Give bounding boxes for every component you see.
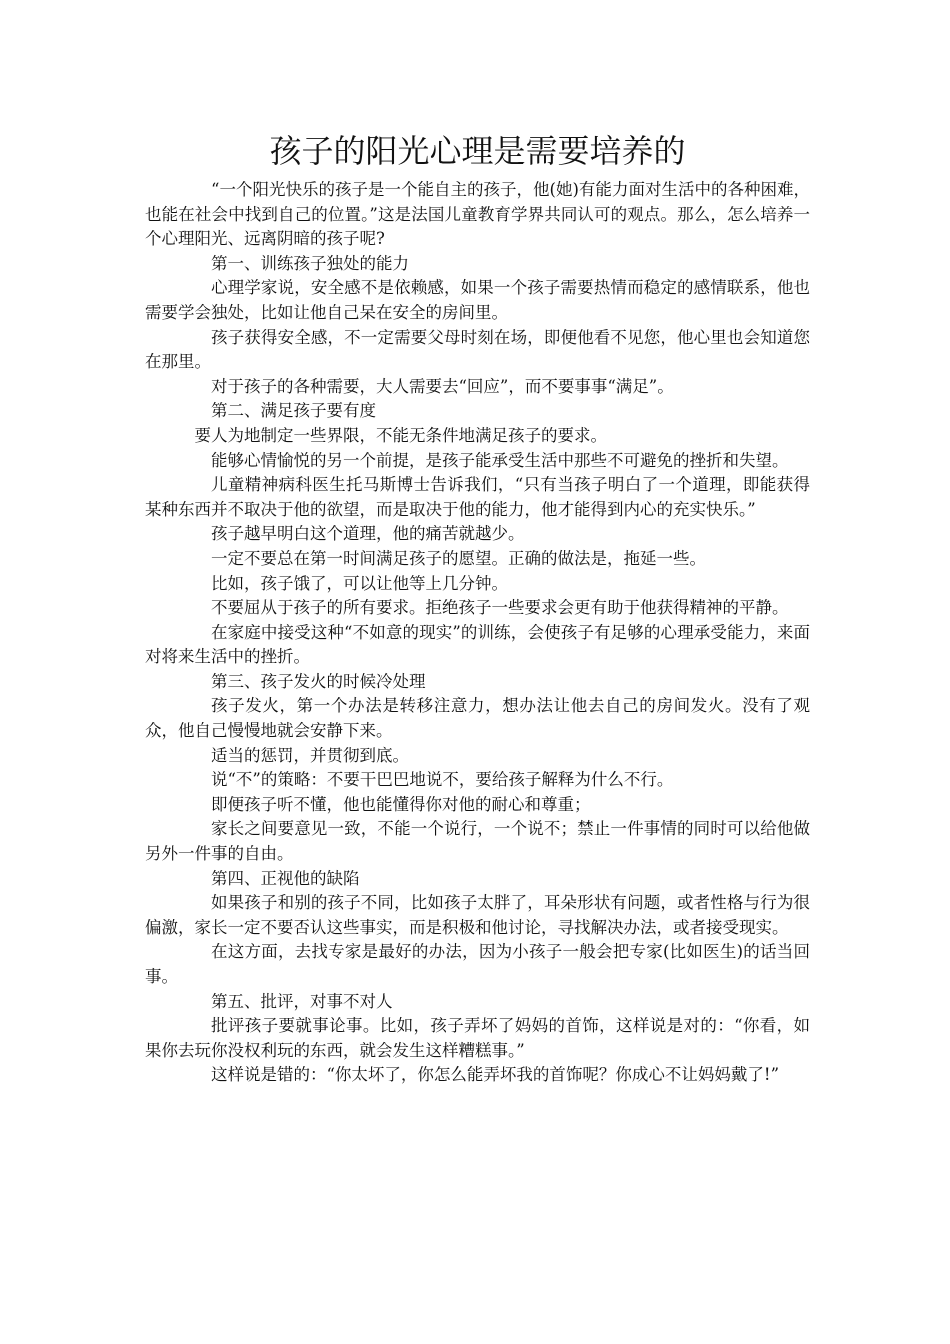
paragraph: 即便孩子听不懂，他也能懂得你对他的耐心和尊重； (211, 794, 591, 814)
paragraph: 在家庭中接受这种“不如意的现实”的训练，会使孩子有足够的心理承受能力，来面对将来生活中的挫折。 (145, 622, 810, 667)
paragraph: 儿童精神病科医生托马斯博士告诉我们，“只有当孩子明白了一个道理，即能获得某种东西并不取决于他的欲望，而是取决于他的能力，他才能得到内心的充实快乐。” (145, 475, 810, 519)
paragraph: 不要屈从于孩子的所有要求。拒绝孩子一些要求会更有助于他获得精神的平静。 (211, 598, 789, 618)
paragraph: 比如，孩子饿了，可以让他等上几分钟。 (211, 573, 508, 593)
paragraph: 能够心情愉悦的另一个前提，是孩子能承受生活中那些不可避免的挫折和失望。 (211, 450, 789, 470)
paragraph: 要人为地制定一些界限，不能无条件地满足孩子的要求。 (194, 425, 607, 445)
document-page (145, 128, 810, 1088)
paragraph: 说“不”的策略：不要干巴巴地说不，要给孩子解释为什么不行。 (211, 770, 674, 790)
paragraph: 心理学家说，安全感不是依赖感，如果一个孩子需要热情而稳定的感情联系，他也需要学会独处，比如让他自己呆在安全的房间里。 (145, 278, 810, 322)
paragraph: 孩子发火，第一个办法是转移注意力，想办法让他去自己的房间发火。没有了观众，他自己慢慢地就会安静下来。 (145, 696, 810, 741)
paragraph: “一个阳光快乐的孩子是一个能自主的孩子，他(她)有能力面对生活中的各种困难，也能在社会中找到自己的位置。”这是法国儿童教育学界共同认可的观点。那么，怎么培养一个心理阳光、远离阴暗的孩子呢? (145, 180, 810, 249)
paragraph: 孩子越早明白这个道理，他的痛苦就越少。 (211, 524, 525, 544)
paragraph: 这样说是错的：“你太坏了，你怎么能弄坏我的首饰呢？你成心不让妈妈戴了!” (211, 1065, 780, 1085)
paragraph: 对于孩子的各种需要，大人需要去“回应”，而不要事事“满足”。 (211, 376, 674, 396)
paragraph: 第五、批评，对事不对人 (211, 991, 393, 1011)
paragraph: 一定不要总在第一时间满足孩子的愿望。正确的做法是，拖延一些。 (211, 548, 706, 568)
paragraph: 孩子获得安全感，不一定需要父母时刻在场，即便他看不见您，他心里也会知道您在那里。 (145, 327, 810, 372)
paragraph: 如果孩子和别的孩子不同，比如孩子太胖了，耳朵形状有问题，或者性格与行为很偏激，家长一定不要否认这些事实，而是积极和他讨论，寻找解决办法，或者接受现实。 (145, 893, 810, 937)
paragraph: 在这方面，去找专家是最好的办法，因为小孩子一般会把专家(比如医生)的话当回事。 (145, 942, 810, 986)
paragraph: 第二、满足孩子要有度 (211, 401, 376, 421)
document-body (145, 178, 810, 1088)
paragraph: 批评孩子要就事论事。比如，孩子弄坏了妈妈的首饰，这样说是对的：“你看，如果你去玩你没权利玩的东西，就会发生这样糟糕事。” (145, 1016, 810, 1060)
paragraph: 适当的惩罚，并贯彻到底。 (211, 745, 409, 765)
paragraph: 第三、孩子发火的时候冷处理 (211, 671, 426, 691)
document-title: 孩子的阳光心理是需要培养的 (269, 132, 686, 170)
paragraph: 第四、正视他的缺陷 (211, 868, 360, 888)
paragraph: 第一、训练孩子独处的能力 (211, 253, 409, 273)
paragraph: 家长之间要意见一致，不能一个说行，一个说不；禁止一件事情的同时可以给他做另外一件事的自由。 (145, 819, 810, 864)
